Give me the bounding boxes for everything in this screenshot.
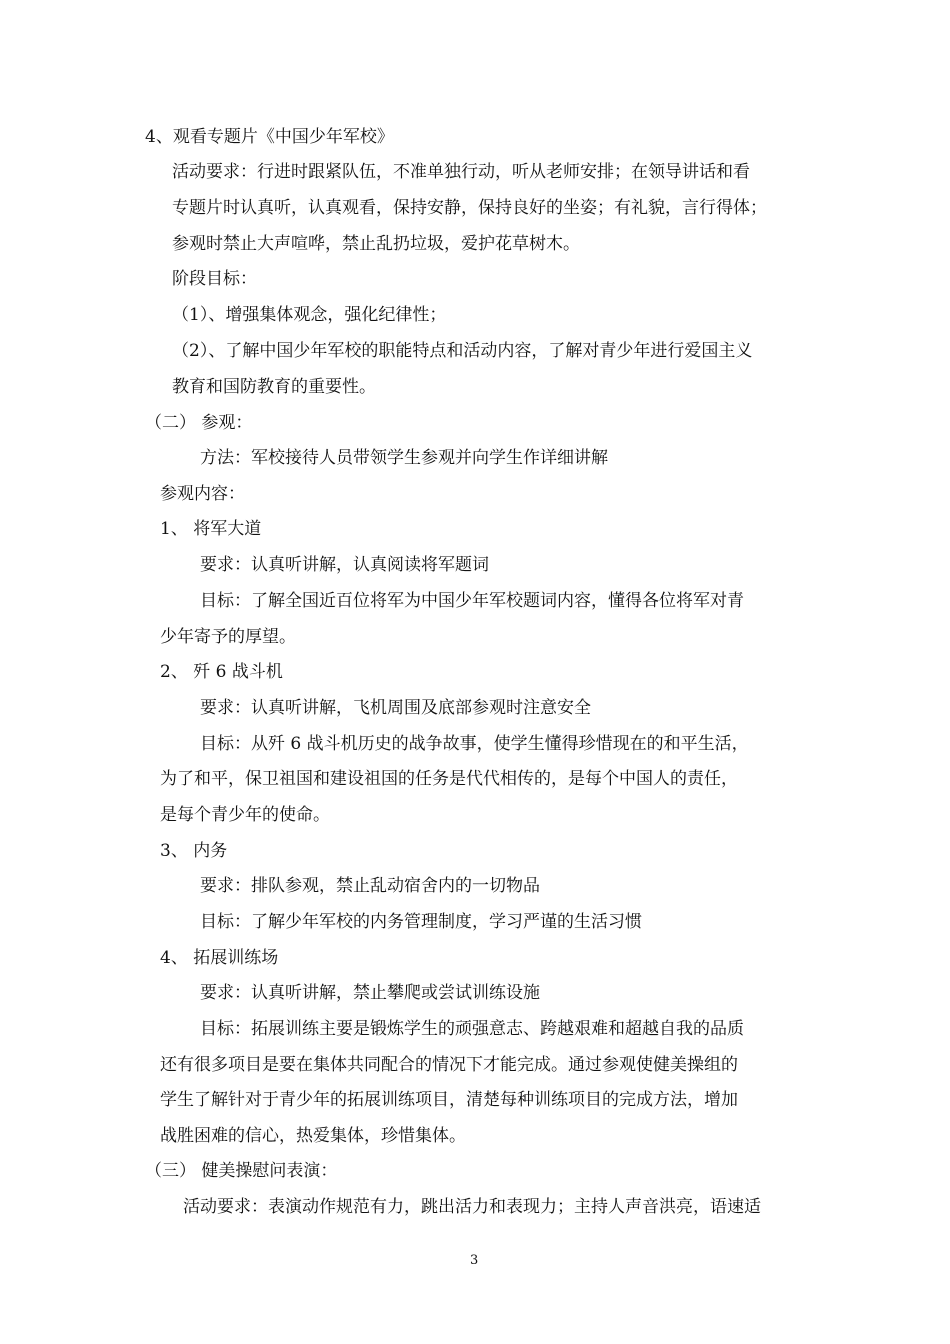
list-item: （2）、了解中国少年军校的职能特点和活动内容，了解对青少年进行爱国主义 [172, 341, 753, 361]
body-text-line: 目标：拓展训练主要是锻炼学生的顽强意志、跨越艰难和超越自我的品质 [200, 1019, 744, 1039]
body-text-line: 方法：军校接待人员带领学生参观并向学生作详细讲解 [200, 448, 608, 468]
body-text-line: 参观时禁止大声喧哗，禁止乱扔垃圾，爱护花草树木。 [172, 234, 580, 254]
section-heading: （二） 参观： [145, 413, 253, 433]
list-item: 3、 内务 [160, 841, 228, 861]
page-number: 3 [470, 1253, 479, 1268]
body-text-line: 要求：认真听讲解，飞机周围及底部参观时注意安全 [200, 698, 591, 718]
body-text-line: 专题片时认真听，认真观看，保持安静，保持良好的坐姿；有礼貌，言行得体； [172, 198, 767, 218]
section-heading: 4、观看专题片《中国少年军校》 [145, 127, 394, 147]
body-text-line: 活动要求：表演动作规范有力，跳出活力和表现力；主持人声音洪亮，语速适 [183, 1197, 761, 1217]
body-text-line: 教育和国防教育的重要性。 [172, 377, 376, 397]
body-text-line: 目标：了解少年军校的内务管理制度，学习严谨的生活习惯 [200, 912, 642, 932]
body-text-line: 目标：从歼 6 战斗机历史的战争故事，使学生懂得珍惜现在的和平生活， [200, 734, 749, 754]
body-text-line: 要求：认真听讲解，禁止攀爬或尝试训练设施 [200, 983, 540, 1003]
body-text-line: 少年寄予的厚望。 [160, 627, 296, 647]
list-item: 1、 将军大道 [160, 519, 262, 539]
list-item: 4、 拓展训练场 [160, 948, 279, 968]
body-text-line: 要求：认真听讲解，认真阅读将军题词 [200, 555, 489, 575]
body-text-line: 活动要求：行进时跟紧队伍，不准单独行动，听从老师安排；在领导讲话和看 [172, 162, 750, 182]
list-item: （1）、增强集体观念，强化纪律性； [172, 305, 447, 325]
list-item: 2、 歼 6 战斗机 [160, 662, 283, 682]
subheading: 阶段目标： [172, 269, 257, 289]
body-text-line: 战胜困难的信心，热爱集体，珍惜集体。 [160, 1126, 466, 1146]
subheading: 参观内容： [160, 484, 245, 504]
body-text-line: 要求：排队参观，禁止乱动宿舍内的一切物品 [200, 876, 540, 896]
body-text-line: 目标：了解全国近百位将军为中国少年军校题词内容，懂得各位将军对青 [200, 591, 744, 611]
section-heading: （三） 健美操慰问表演： [145, 1161, 338, 1181]
body-text-line: 为了和平，保卫祖国和建设祖国的任务是代代相传的，是每个中国人的责任， [160, 769, 738, 789]
body-text-line: 是每个青少年的使命。 [160, 805, 330, 825]
body-text-line: 还有很多项目是要在集体共同配合的情况下才能完成。通过参观使健美操组的 [160, 1055, 738, 1075]
body-text-line: 学生了解针对于青少年的拓展训练项目，清楚每种训练项目的完成方法，增加 [160, 1090, 738, 1110]
